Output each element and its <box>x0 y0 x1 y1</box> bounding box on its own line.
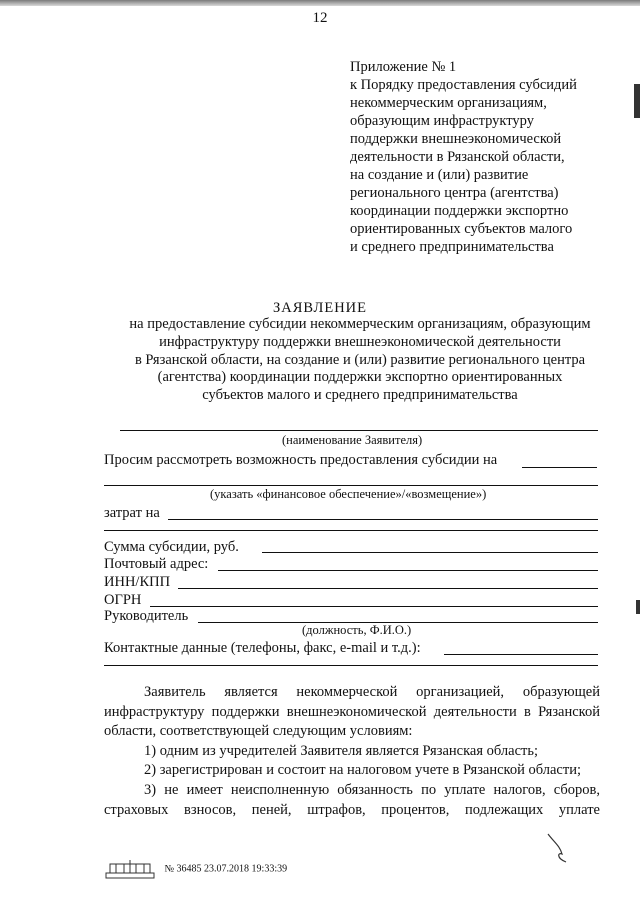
subsidy-type-caption: (указать «финансовое обеспечение»/«возмещение») <box>210 487 487 501</box>
contacts-field[interactable] <box>444 654 598 655</box>
ogrn-label: ОГРН <box>104 592 142 608</box>
condition-item: 2) зарегистрирован и состоит на налоговом учете в Рязанской области; <box>144 762 581 779</box>
contacts-label: Контактные данные (телефоны, факс, e-mail и т.д.): <box>104 640 421 656</box>
appendix-line: регионального центра (агентства) <box>350 185 559 201</box>
appendix-block <box>350 58 577 256</box>
document-title: ЗАЯВЛЕНИЕ <box>272 300 368 316</box>
signature-mark <box>540 828 580 868</box>
costs-field-line[interactable] <box>104 530 598 531</box>
government-building-icon <box>104 858 156 880</box>
document-footer <box>104 858 287 880</box>
condition-item: 3) не имеет неисполненную обязанность по уплате налогов, сборов, <box>144 781 600 798</box>
amount-field[interactable] <box>262 552 598 553</box>
amount-label: Сумма субсидии, руб. <box>104 539 239 555</box>
appendix-line: образующим инфраструктуру <box>350 113 534 129</box>
ogrn-field[interactable] <box>150 606 598 607</box>
conditions-section <box>104 683 600 820</box>
scan-edge-mark <box>636 600 640 614</box>
costs-label: затрат на <box>104 505 160 521</box>
paragraph-line: инфраструктуру поддержки внешнеэкономической деятельности в Рязанской <box>104 703 600 720</box>
head-caption: (должность, Ф.И.О.) <box>302 623 412 637</box>
head-label: Руководитель <box>104 608 189 624</box>
subtitle-line: (агентства) координации поддержки экспортно ориентированных <box>157 369 563 386</box>
applicant-caption: (наименование Заявителя) <box>282 433 423 447</box>
contacts-field-line[interactable] <box>104 665 598 666</box>
document-subtitle <box>90 316 630 405</box>
appendix-line: на создание и (или) развитие <box>350 167 529 183</box>
inn-kpp-field[interactable] <box>178 588 598 589</box>
subsidy-type-field-line[interactable] <box>104 485 598 486</box>
subtitle-line: на предоставление субсидии некоммерческим организациям, образующим <box>129 316 591 332</box>
address-field[interactable] <box>218 570 598 571</box>
inn-kpp-label: ИНН/КПП <box>104 574 171 590</box>
paragraph-line: Заявитель является некоммерческой организацией, образующей <box>144 684 600 700</box>
request-label: Просим рассмотреть возможность предоставления субсидии на <box>104 452 498 468</box>
appendix-line: поддержки внешнеэкономической <box>350 131 562 147</box>
address-label: Почтовый адрес: <box>104 556 209 572</box>
appendix-line: некоммерческим организациям, <box>350 95 547 111</box>
scan-top-edge <box>0 0 640 6</box>
appendix-line: и среднего предпринимательства <box>350 239 554 255</box>
subtitle-line: субъектов малого и среднего предпринимательства <box>202 387 518 404</box>
appendix-line: координации поддержки экспортно <box>350 203 569 219</box>
paragraph-line: области, соответствующей следующим условиям: <box>104 723 413 740</box>
appendix-line: деятельности в Рязанской области, <box>350 149 565 165</box>
condition-item: страховых взносов, пеней, штрафов, процентов, подлежащих уплате <box>104 801 600 818</box>
applicant-name-field[interactable] <box>120 430 598 431</box>
scan-edge-mark <box>634 84 640 118</box>
appendix-line: Приложение № 1 <box>350 59 457 75</box>
document-reference: № 36485 23.07.2018 19:33:39 <box>164 863 288 875</box>
appendix-line: к Порядку предоставления субсидий <box>350 77 577 93</box>
condition-item: 1) одним из учредителей Заявителя является Рязанская область; <box>144 742 538 759</box>
appendix-line: ориентированных субъектов малого <box>350 221 573 237</box>
subtitle-line: инфраструктуру поддержки внешнеэкономической деятельности <box>159 333 561 350</box>
subsidy-type-field[interactable] <box>522 467 597 468</box>
subtitle-line: в Рязанской области, на создание и (или) развитие регионального центра <box>134 351 586 368</box>
page-number: 12 <box>312 10 328 26</box>
costs-field[interactable] <box>168 519 598 520</box>
